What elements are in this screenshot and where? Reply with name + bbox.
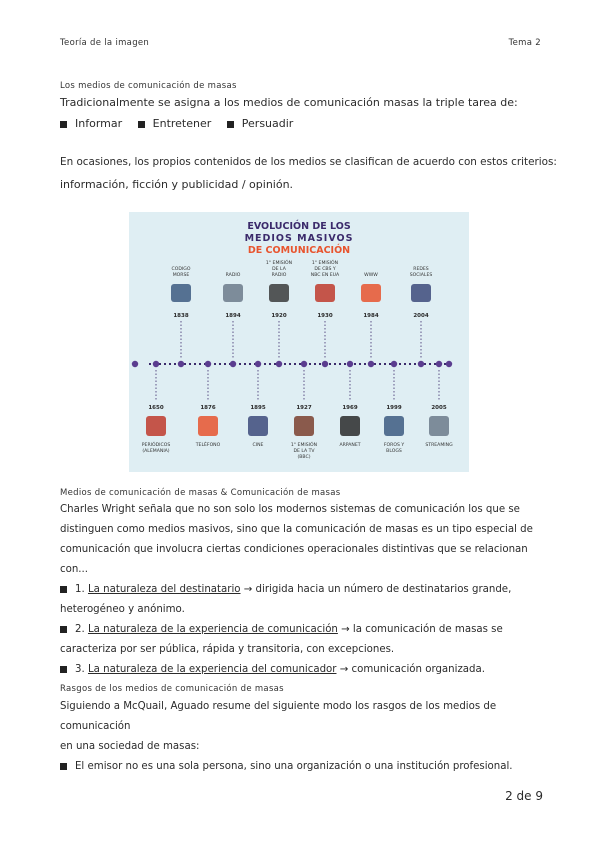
paragraph-line: heterogéneo y anónimo. (60, 604, 185, 615)
event-label: 1° EMISIÓN (265, 261, 293, 266)
infographic-title-3: DE COMUNICACIÓN (247, 245, 351, 256)
timeline-dot (178, 361, 184, 367)
timeline-dot (301, 361, 307, 367)
timeline-dot (132, 361, 138, 367)
timeline-dot (322, 361, 328, 367)
network-icon (340, 416, 360, 436)
infographic-title-2: MEDIOS MASIVOS (244, 233, 354, 244)
task-item: Informar (75, 117, 123, 130)
bullet-square-icon (60, 666, 67, 673)
item-text: → comunicación organizada. (339, 664, 485, 675)
section-heading: Medios de comunicación de masas & Comunicación de masas (60, 488, 341, 498)
tv-icon (294, 416, 314, 436)
event-label: SOCIALES (409, 273, 433, 278)
event-label: FOROS Y (383, 443, 405, 448)
newspaper-icon (146, 416, 166, 436)
event-label: DE LA (272, 267, 286, 272)
list-item (60, 660, 540, 680)
paragraph-line: caracteriza por ser pública, rápida y transitoria, con excepciones. (60, 644, 395, 655)
event-label: CODIGO (171, 267, 191, 272)
bullet-square-icon (60, 121, 67, 128)
media-evolution-infographic (129, 212, 469, 472)
infographic-title-1: EVOLUCIÓN DE LOS (247, 221, 351, 232)
timeline-dot (418, 361, 424, 367)
timeline-dot (347, 361, 353, 367)
wright-paragraph (60, 500, 540, 680)
timeline-dot (368, 361, 374, 367)
page-number: 2 de 9 (505, 789, 543, 803)
paragraph-line: en una sociedad de masas: (60, 741, 200, 752)
event-label: PERIÓDICOS (141, 443, 171, 448)
item-text: El emisor no es una sola persona, sino una organización o una institución profesional. (75, 761, 513, 772)
item-text: → dirigida hacia un número de destinatarios grande, (243, 584, 512, 595)
event-year: 2004 (413, 313, 429, 319)
intro-text: Tradicionalmente se asigna a los medios de comunicación masas la triple tarea de: (60, 96, 518, 109)
list-item (60, 757, 540, 777)
event-label: NBC EN EUA (310, 273, 340, 278)
list-item (60, 580, 540, 600)
item-text: → la comunicación de masas se (341, 624, 503, 635)
event-label: DE LA TV (293, 449, 315, 454)
users-icon (411, 284, 431, 302)
timeline-dot (391, 361, 397, 367)
bullet-square-icon (60, 763, 67, 770)
radio-tower-icon (223, 284, 243, 302)
header-title: Teoría de la imagen (60, 38, 150, 48)
section-heading: Los medios de comunicación de masas (60, 81, 237, 91)
timeline-dot (276, 361, 282, 367)
event-year: 1895 (250, 405, 266, 411)
event-label: REDES (413, 267, 429, 272)
event-year: 1894 (225, 313, 241, 319)
event-year: 1999 (386, 405, 402, 411)
timeline-dot (446, 361, 452, 367)
timeline-graphic (129, 212, 469, 472)
bullet-square-icon (138, 121, 145, 128)
event-year: 2005 (431, 405, 447, 411)
event-label: MORSE (172, 273, 190, 278)
event-label: RADIO (271, 273, 287, 278)
event-label: RADIO (225, 273, 241, 278)
bullet-square-icon (60, 626, 67, 633)
tv-news-icon (315, 284, 335, 302)
item-title: La naturaleza de la experiencia de comunicación (87, 624, 338, 635)
morse-icon (171, 284, 191, 302)
film-camera-icon (248, 416, 268, 436)
criteria-text: En ocasiones, los propios contenidos de los medios se clasifican de acuerdo con estos criterios: (60, 156, 557, 168)
item-number: 3. (75, 664, 85, 675)
task-item: Persuadir (241, 117, 294, 130)
event-label: CINE (252, 443, 264, 448)
item-number: 2. (75, 624, 85, 635)
bullet-square-icon (60, 586, 67, 593)
section-heading: Rasgos de los medios de comunicación de masas (60, 684, 284, 694)
event-year: 1650 (148, 405, 164, 411)
event-label: WWW (364, 273, 378, 278)
timeline-dot (436, 361, 442, 367)
event-label: 1° EMISIÓN (290, 443, 318, 448)
blogger-icon (384, 416, 404, 436)
event-label: 1° EMISIÓN (311, 261, 339, 266)
timeline-dot (230, 361, 236, 367)
header-topic: Tema 2 (508, 38, 541, 48)
task-item: Entretener (152, 117, 212, 130)
event-label: (BBC) (297, 455, 311, 460)
list-item (60, 620, 540, 640)
mcquail-paragraph (60, 697, 540, 777)
timeline-dot (255, 361, 261, 367)
event-year: 1838 (173, 313, 189, 319)
telephone-icon (198, 416, 218, 436)
radio-set-icon (269, 284, 289, 302)
paragraph-line: Siguiendo a McQuail, Aguado resume del siguiente modo los rasgos de los medios de comunicación (60, 701, 497, 732)
event-label: (ALEMANIA) (142, 449, 170, 454)
bullet-square-icon (227, 121, 234, 128)
event-label: BLOGS (386, 449, 402, 454)
timeline-dot (205, 361, 211, 367)
paragraph-line: Charles Wright señala que no son solo los modernos sistemas de comunicación los que se (60, 504, 520, 515)
task-list (60, 117, 293, 130)
event-year: 1969 (342, 405, 358, 411)
event-year: 1930 (317, 313, 333, 319)
paragraph-line: distinguen como medios masivos, sino que la comunicación de masas es un tipo especial de (60, 524, 533, 535)
criteria-text: información, ficción y publicidad / opinión. (60, 178, 294, 191)
item-number: 1. (75, 584, 85, 595)
event-label: STREAMING (425, 443, 453, 448)
item-title: La naturaleza del destinatario (87, 584, 241, 595)
wifi-icon (361, 284, 381, 302)
streaming-icon (429, 416, 449, 436)
event-year: 1927 (296, 405, 312, 411)
event-year: 1920 (271, 313, 287, 319)
event-year: 1984 (363, 313, 379, 319)
timeline-dot (153, 361, 159, 367)
event-label: ARPANET (339, 443, 361, 448)
item-title: La naturaleza de la experiencia del comunicador (87, 664, 337, 675)
paragraph-line: comunicación que involucra ciertas condiciones operacionales distintivas que se relacionan con... (60, 544, 528, 575)
event-label: DE CBS Y (314, 267, 336, 272)
event-year: 1876 (200, 405, 216, 411)
event-label: TELÉFONO (195, 443, 221, 448)
